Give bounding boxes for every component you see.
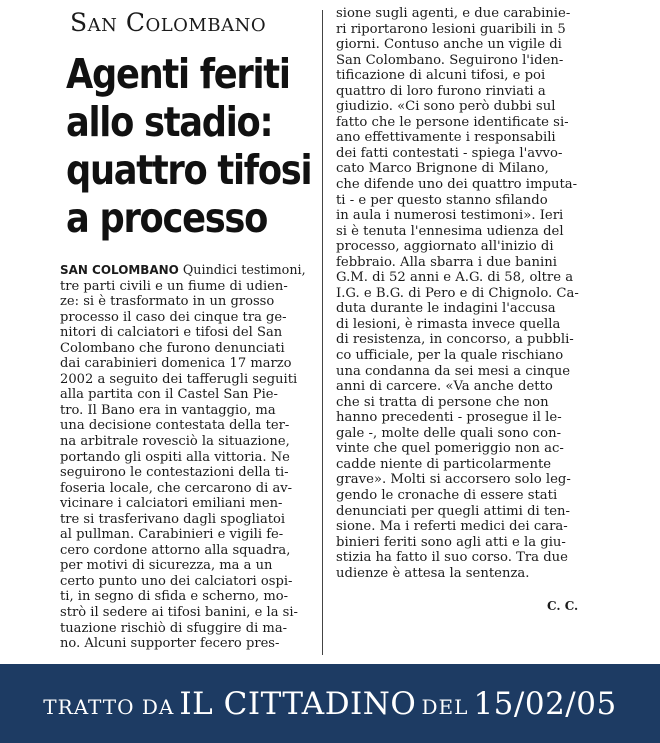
body-line: tro. Il Bano era in vantaggio, ma: [60, 402, 276, 418]
body-line: dei fatti contestati - spiega l'avvo-: [336, 145, 563, 161]
body-line: giudizio. «Ci sono però dubbi sul: [336, 99, 556, 115]
body-line: foseria locale, che cercarono di av-: [60, 480, 293, 496]
body-line: strò il sedere ai tifosi banini, e la si-: [60, 605, 298, 621]
body-line: I.G. e B.G. di Pero e di Chignolo. Ca-: [336, 285, 579, 301]
body-line: ti, in segno di sfida e scherno, mo-: [60, 589, 289, 605]
body-line: grave». Molti si accorsero solo leg-: [336, 472, 571, 488]
body-line: Quindici testimoni,: [178, 263, 306, 278]
article-body-right-column: [336, 6, 588, 581]
body-line: gendo le cronache di essere stati: [336, 487, 558, 503]
body-line: gale -, molte delle quali sono con-: [336, 425, 562, 441]
body-line: che difende uno dei quattro imputa-: [336, 177, 578, 193]
body-line: na arbitrale rovesciò la situazione,: [60, 434, 290, 450]
body-line: tre parti civili e un fiume di udien-: [60, 278, 288, 294]
headline-line: a processo: [66, 194, 268, 242]
newspaper-name: IL CITTADINO: [179, 686, 417, 722]
source-credit: [0, 686, 660, 722]
body-line: San Colombano. Seguirono l'iden-: [336, 52, 564, 68]
body-line: cato Marco Brignone di Milano,: [336, 161, 549, 177]
headline-line: allo stadio:: [66, 98, 273, 146]
body-line: quattro di loro furono rinviati a: [336, 83, 546, 99]
body-line: 2002 a seguito dei tafferugli seguiti: [60, 371, 298, 387]
body-line: stizia ha fatto il suo corso. Tra due: [336, 550, 568, 566]
body-line: in aula i numerosi testimoni». Ieri: [336, 208, 564, 224]
body-first-line: [60, 262, 306, 279]
body-line: febbraio. Alla sbarra i due banini: [336, 254, 557, 270]
article-kicker: San Colombano: [70, 8, 267, 37]
body-line: portando gli ospiti alla vittoria. Ne: [60, 449, 290, 465]
body-line: che si tratta di persone che non: [336, 394, 549, 410]
body-line: nitori di calciatori e tifosi del San: [60, 325, 283, 341]
body-line: di lesioni, è rimasta invece quella: [336, 316, 561, 332]
footer-middle: DEL: [421, 695, 469, 719]
body-line: una decisione contestata della ter-: [60, 418, 290, 434]
body-line: G.M. di 52 anni e A.G. di 58, oltre a: [336, 270, 574, 286]
body-line: co ufficiale, per la quale rischiano: [336, 348, 564, 364]
article-dateline: SAN COLOMBANO: [60, 262, 179, 277]
headline-line: Agenti feriti: [66, 50, 290, 98]
column-divider: [322, 10, 323, 655]
body-line: si è tenuta l'ennesima udienza del: [336, 223, 564, 239]
article-headline: [66, 50, 312, 242]
body-line: tre si trasferivano dagli spogliatoi: [60, 511, 286, 527]
body-line: binieri feriti sono agli atti e la giu-: [336, 534, 566, 550]
body-line: sione sugli agenti, e due carabinie-: [336, 6, 571, 21]
body-line: vicinare i calciatori emiliani men-: [60, 496, 283, 512]
body-line: una condanna da sei mesi a cinque: [336, 363, 571, 379]
body-line: processo, aggiornato all'inizio di: [336, 239, 554, 255]
body-line: ri riportarono lesioni guaribili in 5: [336, 21, 566, 37]
body-line: cadde niente di particolarmente: [336, 456, 552, 472]
body-line: per motivi di sicurezza, ma a un: [60, 558, 273, 574]
body-line: no. Alcuni supporter fecero pres-: [60, 636, 280, 652]
body-line: giorni. Contuso anche un vigile di: [336, 37, 562, 53]
body-line: certo punto uno dei calciatori ospi-: [60, 573, 293, 589]
body-line: alla partita con il Castel San Pie-: [60, 387, 278, 403]
body-line: denunciati per quegli attimi di ten-: [336, 503, 571, 519]
footer-prefix: TRATTO DA: [43, 695, 175, 719]
body-line: seguirono le contestazioni della ti-: [60, 465, 289, 481]
body-line: udienze è attesa la sentenza.: [336, 565, 530, 581]
source-footer: [0, 664, 660, 743]
body-line: hanno precedenti - prosegue il le-: [336, 410, 562, 426]
body-line: tuazione rischiò di sfuggire di ma-: [60, 620, 288, 636]
body-line: fatto che le persone identificate si-: [336, 114, 569, 130]
body-line: dai carabinieri domenica 17 marzo: [60, 356, 292, 372]
body-line: processo il caso dei cinque tra ge-: [60, 309, 287, 325]
body-line: anni di carcere. «Va anche detto: [336, 379, 553, 395]
author-signature: C. C.: [547, 599, 579, 613]
article-body-left-column: [60, 262, 310, 652]
headline-line: quattro tifosi: [66, 146, 312, 194]
publication-date: 15/02/05: [473, 686, 617, 722]
body-line: vinte che quel pomeriggio non ac-: [336, 441, 564, 457]
body-line: di resistenza, in concorso, a pubbli-: [336, 332, 574, 348]
body-line: ze: si è trasformato in un grosso: [60, 294, 275, 310]
body-line: ti - e per questo stanno sfilando: [336, 192, 548, 208]
body-line: cero cordone attorno alla squadra,: [60, 542, 291, 558]
body-line: sione. Ma i referti medici dei cara-: [336, 519, 568, 535]
body-line: Colombano che furono denunciati: [60, 340, 285, 356]
body-line: ano effettivamente i responsabili: [336, 130, 556, 146]
body-line: tificazione di alcuni tifosi, e poi: [336, 68, 546, 84]
body-line: al pullman. Carabinieri e vigili fe-: [60, 527, 284, 543]
body-line: duta durante le indagini l'accusa: [336, 301, 556, 317]
